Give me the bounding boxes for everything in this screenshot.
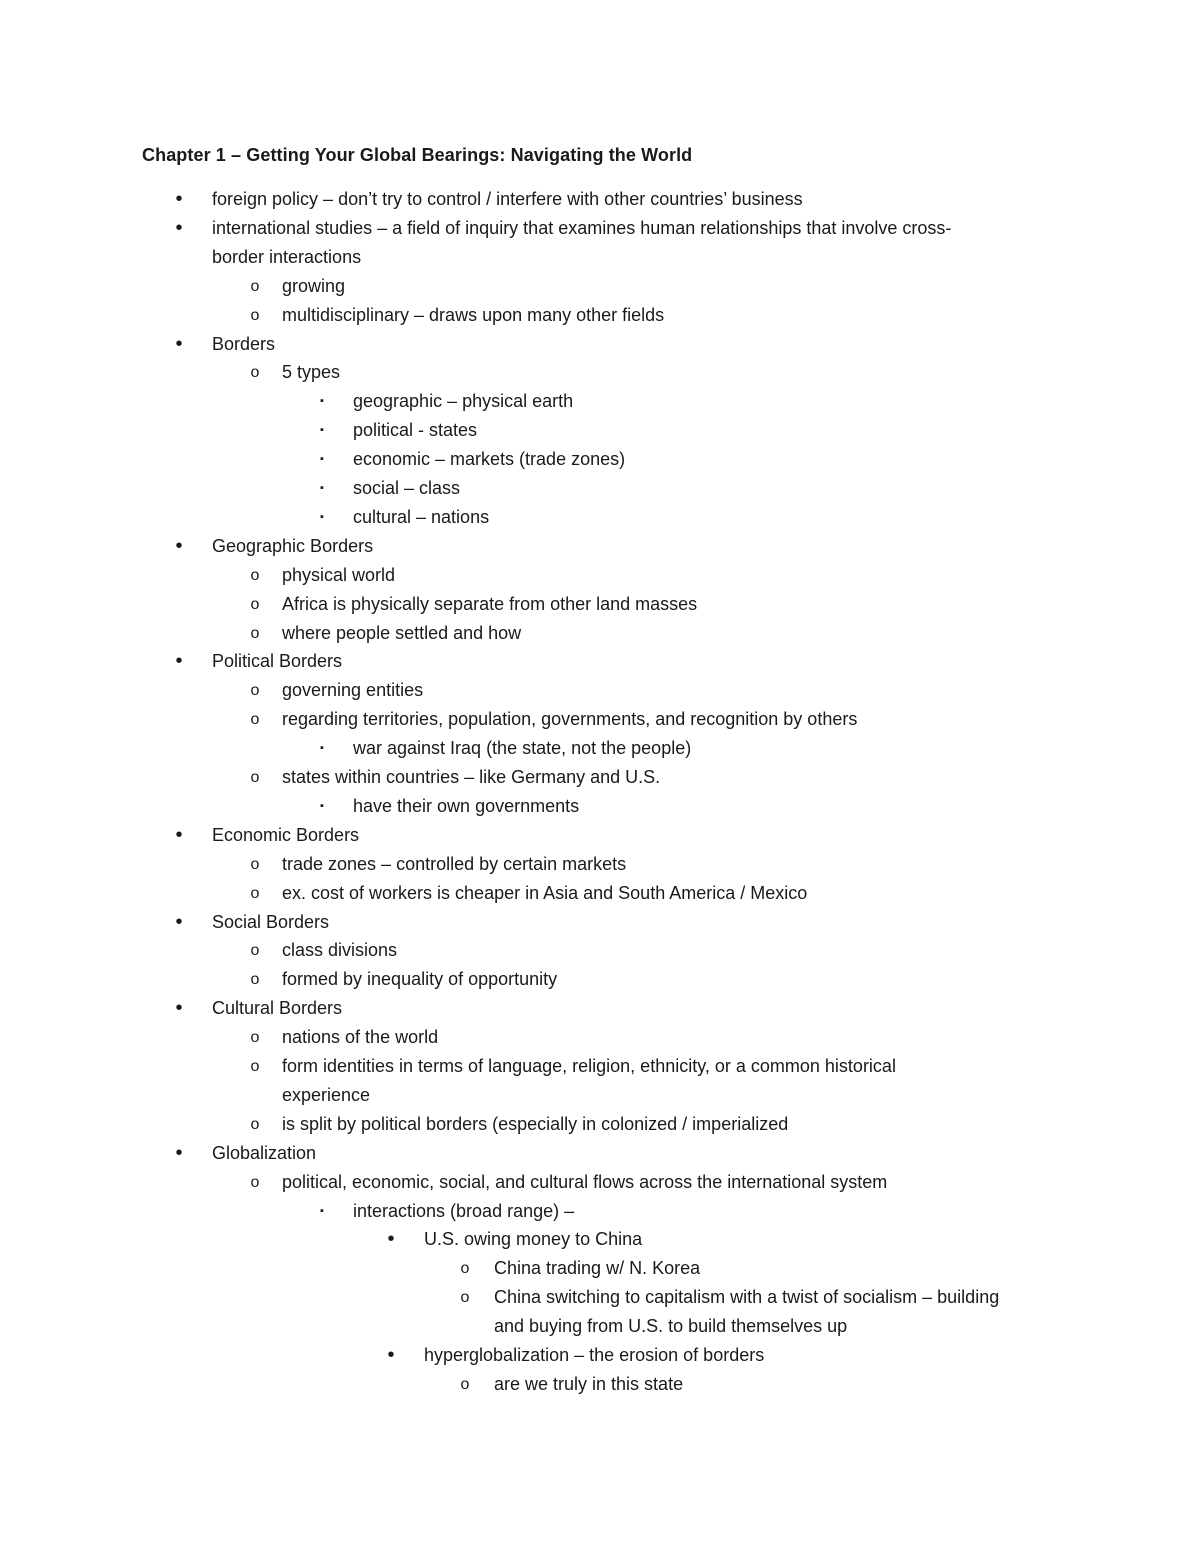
bullet-marker: • xyxy=(175,650,183,673)
bullet-marker: • xyxy=(175,823,183,846)
outline-item-level-1: governing entities xyxy=(282,680,424,701)
circle-marker: o xyxy=(250,1058,260,1075)
outline-item-level-1: states within countries – like Germany and U.S. xyxy=(282,767,661,787)
square-marker: ▪ xyxy=(320,453,324,466)
outline-item-level-0: international studies – a field of inquiry that examines human relationships that involve cross- xyxy=(212,217,952,238)
circle-marker: o xyxy=(250,306,260,324)
circle-marker: o xyxy=(250,1115,260,1133)
outline-item-level-1: ex. cost of workers is cheaper in Asia and South America / Mexico xyxy=(282,882,808,903)
outline-item-level-1: trade zones – controlled by certain markets xyxy=(282,853,627,874)
outline-item-level-0: Political Borders xyxy=(212,651,343,672)
outline-item-level-1: where people settled and how xyxy=(282,622,522,643)
circle-marker: o xyxy=(250,769,260,786)
outline-item-level-2: social – class xyxy=(353,478,461,498)
outline-item-level-0: Cultural Borders xyxy=(212,998,343,1019)
outline-item-level-2: political - states xyxy=(353,420,478,441)
circle-marker: o xyxy=(250,1173,260,1191)
bullet-marker: • xyxy=(175,216,183,239)
circle-marker: o xyxy=(250,884,260,902)
outline-item-level-4: China switching to capitalism with a twist of socialism – building xyxy=(494,1287,1000,1308)
outline-item-level-4: China trading w/ N. Korea xyxy=(494,1258,701,1279)
outline-item-level-2: geographic – physical earth xyxy=(353,391,574,412)
bullet-marker: • xyxy=(175,997,183,1020)
outline-item-level-1: class divisions xyxy=(282,940,398,961)
bullet-marker: • xyxy=(175,534,183,557)
outline-item-level-1: formed by inequality of opportunity xyxy=(282,969,558,990)
outline-item-level-4: are we truly in this state xyxy=(494,1373,684,1394)
bullet-marker: • xyxy=(175,188,183,210)
outline-item-level-2: cultural – nations xyxy=(353,506,490,527)
outline-item-level-2: war against Iraq (the state, not the people) xyxy=(353,738,692,759)
outline-item-level-1: 5 types xyxy=(282,362,341,383)
square-marker: ▪ xyxy=(320,424,324,437)
outline-item-level-1: multidisciplinary – draws upon many other fields xyxy=(282,304,665,325)
outline-item-level-0: Social Borders xyxy=(212,911,330,932)
circle-marker: o xyxy=(250,855,260,873)
circle-marker: o xyxy=(250,277,260,295)
outline-item-level-2: interactions (broad range) – xyxy=(353,1200,575,1221)
outline-item-level-3: U.S. owing money to China xyxy=(424,1229,643,1250)
outline-item-level-1: is split by political borders (especially in colonized / imperialized xyxy=(282,1113,789,1134)
circle-marker: o xyxy=(460,1375,470,1393)
outline-item-level-0: foreign policy – don’t try to control / interfere with other countries’ business xyxy=(212,189,803,209)
outline-item-continuation: and buying from U.S. to build themselves up xyxy=(494,1316,848,1337)
outline-item-level-0: Geographic Borders xyxy=(212,535,374,556)
square-marker: ▪ xyxy=(320,395,324,408)
circle-marker: o xyxy=(250,942,260,960)
circle-marker: o xyxy=(250,624,260,642)
outline-item-level-0: Borders xyxy=(212,333,276,354)
outline-item-level-0: Economic Borders xyxy=(212,824,360,845)
bullet-marker: • xyxy=(175,1141,183,1164)
outline-item-level-1: regarding territories, population, governments, and recognition by others xyxy=(282,709,858,730)
outline-item-level-1: growing xyxy=(282,275,346,296)
circle-marker: o xyxy=(250,595,260,613)
circle-marker: o xyxy=(460,1289,470,1307)
circle-marker: o xyxy=(250,711,260,729)
outline-item-continuation: experience xyxy=(282,1084,371,1105)
bullet-marker: • xyxy=(175,332,183,355)
bullet-marker: • xyxy=(175,910,183,933)
outline-item-level-2: economic – markets (trade zones) xyxy=(353,449,626,470)
outline-item-level-1: Africa is physically separate from other land masses xyxy=(282,593,698,614)
circle-marker: o xyxy=(250,1029,260,1047)
outline-item-continuation: border interactions xyxy=(212,246,362,267)
circle-marker: o xyxy=(250,971,260,989)
square-marker: ▪ xyxy=(320,799,324,812)
outline-item-level-1: political, economic, social, and cultural flows across the international system xyxy=(282,1171,888,1192)
circle-marker: o xyxy=(250,682,260,700)
outline-item-level-1: physical world xyxy=(282,564,396,585)
square-marker: ▪ xyxy=(320,1204,324,1217)
outline-item-level-3: hyperglobalization – the erosion of borders xyxy=(424,1345,765,1365)
outline-item-level-0: Globalization xyxy=(212,1142,317,1163)
circle-marker: o xyxy=(250,566,260,584)
circle-marker: o xyxy=(250,364,260,382)
outline-item-level-1: form identities in terms of language, religion, ethnicity, or a common historical xyxy=(282,1056,896,1076)
bullet-marker: • xyxy=(387,1344,395,1366)
square-marker: ▪ xyxy=(320,482,324,494)
bullet-marker: • xyxy=(387,1228,395,1251)
circle-marker: o xyxy=(460,1260,470,1278)
outline-item-level-2: have their own governments xyxy=(353,795,580,816)
square-marker: ▪ xyxy=(320,742,324,755)
outline-item-level-1: nations of the world xyxy=(282,1027,439,1048)
page-title: Chapter 1 – Getting Your Global Bearings: Navigating the World xyxy=(142,145,693,165)
square-marker: ▪ xyxy=(320,510,324,523)
